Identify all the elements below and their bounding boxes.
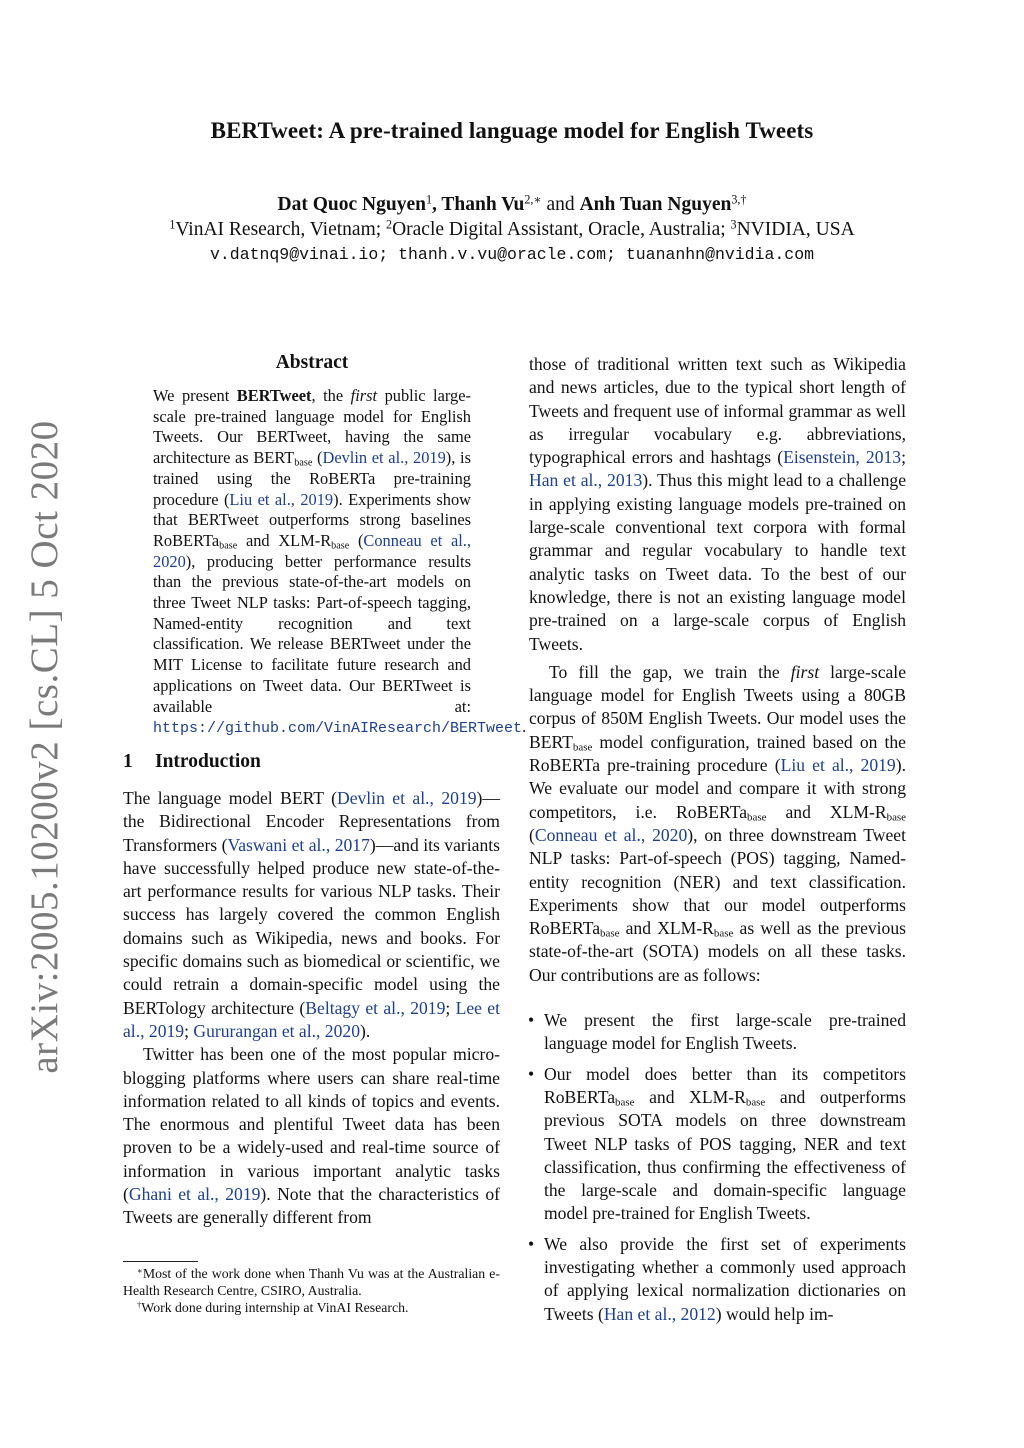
citation-link[interactable]: Gururangan et al., 2020 [193,1020,360,1041]
bullet-mark: • [528,1010,535,1031]
arxiv-identifier-stamp: arXiv:2005.10200v2 [cs.CL] 5 Oct 2020 [23,420,66,1074]
list-item-text: and XLM-R [634,1086,746,1107]
body-text: To fill the gap, we train the [549,661,791,682]
abstract-text: ( [312,448,323,468]
paragraph [123,1043,500,1229]
emphasis: first [790,661,820,682]
abstract-text: , the [311,386,351,405]
abstract-text: ), is trained using the RoBERTa pre-training procedure ( [153,448,471,509]
citation-link[interactable]: Vaswani et al., 2017 [227,834,370,855]
body-text: ), on three downstream Tweet NLP tasks: Part-of-speech (POS) tagging, Named-entity recognition (NER) and text classification. Experiments show that our model outperforms RoBERTa [529,824,906,939]
subscript: base [219,540,238,552]
list-item [529,1063,906,1226]
list-item [529,1233,906,1326]
affiliation-mark: 1 [169,217,176,232]
section-heading [123,751,261,773]
list-item-text: and outperforms previous SOTA models on three downstream Tweet NLP tasks of POS tagging, NER and text classification, thus confirming the effectiveness of the large-scale and domain-specific language model pre-trained for English Tweets. [544,1086,906,1224]
body-text: ; [901,447,906,468]
author-separator: , [432,194,442,215]
citation-link[interactable]: Lee et al., 2019 [123,997,500,1041]
paper-title: BERTweet: A pre-trained language model for English Tweets [210,118,814,143]
affiliation: VinAI Research, Vietnam; [175,219,387,240]
body-text: Twitter has been one of the most popular micro-blogging platforms where users can share real-time information related to all kinds of topics and events. The enormous and plentiful Tweet data has been proven to be a widely-used and real-time source of information in various important analytic tasks ( [123,1044,500,1205]
affiliation: NVIDIA, USA [736,219,855,240]
citation-link[interactable]: Liu et al., 2019 [780,755,896,776]
right-column-body [529,353,906,1326]
footnote-mark: † [137,1299,142,1310]
footnote-text: Work done during internship at VinAI Research. [141,1300,409,1315]
body-text: ( [529,824,535,845]
body-text: ). Note that the characteristics of Tweets are generally different from [123,1184,500,1228]
affiliation-mark: 2 [386,217,393,232]
github-url-link[interactable]: https://github.com/VinAIResearch/BERTweet [153,720,523,738]
author-name: Dat Quoc Nguyen [277,194,426,215]
subscript: base [747,811,767,824]
citation-link[interactable]: Beltagy et al., 2019 [305,997,446,1018]
footnote-text: Most of the work done when Thanh Vu was at the Australian e-Health Research Centre, CSIRO, Australia. [123,1266,500,1298]
citation-link[interactable]: Conneau et al., 2020 [153,530,472,571]
list-item-text: ) would help im- [715,1303,834,1324]
citation-link[interactable]: Eisenstein, 2013 [783,447,902,468]
paragraph [123,787,500,1043]
abstract-text: We present [153,386,237,405]
citation-link[interactable]: Ghani et al., 2019 [128,1184,261,1205]
subscript: base [600,927,620,940]
body-text: model configuration, trained based on the RoBERTa pre-training procedure ( [529,731,906,776]
footnotes [123,1265,500,1316]
abstract-text: and XLM-R [237,530,332,550]
body-text: ; [184,1020,194,1041]
author-affiliation-mark: 1 [425,192,433,207]
contribution-list [529,1009,906,1326]
footnote [123,1265,500,1299]
section-number: 1 [123,751,133,772]
list-item-text: We also provide the first set of experiments investigating whether a commonly used approach of applying lexical normalization dictionaries on Tweets ( [544,1233,906,1324]
affiliations [0,218,1024,242]
citation-link[interactable]: Han et al., 2013 [529,470,643,491]
body-text: and XLM-R [766,801,887,822]
abstract-text: public large-scale pre-trained language model for English Tweets. Our BERTweet, having the same architecture as BERT [153,386,471,468]
author-separator: and [541,194,580,215]
citation-link[interactable]: Liu et al., 2019 [229,489,334,509]
author-affiliation-mark: 3,† [731,192,747,207]
citation-link[interactable]: Han et al., 2012 [603,1303,716,1324]
author-emails: v.datnq9@vinai.io; thanh.v.vu@oracle.com; tuananhn@nvidia.com [210,245,814,264]
citation-link[interactable]: Devlin et al., 2019 [337,788,477,808]
subscript: base [713,927,734,940]
bullet-mark: • [528,1063,535,1084]
left-column-body [123,787,500,1230]
author-list [0,193,1024,217]
citation-link[interactable]: Conneau et al., 2020 [534,824,688,845]
list-item [529,1009,906,1056]
body-text: ). We evaluate our model and compare it with strong competitors, i.e. RoBERTa [529,755,906,822]
body-text: large-scale language model for English Tweets using a 80GB corpus of 850M English Tweets. Our model uses the BERT [529,661,907,752]
subscript: base [572,741,593,754]
body-text: ; [445,997,456,1018]
footnote [123,1299,500,1316]
footnote-rule [123,1261,198,1262]
paragraph [529,353,906,656]
body-text: )—the Bidirectional Encoder Representations from Transformers ( [123,788,500,855]
author-name: Anh Tuan Nguyen [579,194,732,215]
subscript: base [294,457,313,469]
author-affiliation-mark: 2,∗ [524,192,542,207]
list-item-text: Our model does better than its competitors RoBERTa [544,1063,906,1107]
abstract-body [153,386,527,740]
subscript: base [615,1096,635,1109]
body-text: those of traditional written text such as Wikipedia and news articles, due to the typical short length of Tweets and frequent use of informal grammar as well as irregular vocabulary e.g. abbreviations, typographical errors and hashtags ( [529,354,906,468]
body-text: ). Thus this might lead to a challenge in applying existing language models pre-trained on large-scale conventional text corpora with formal grammar and regular vocabulary to handle text analytic tasks on Tweet data. To the best of our knowledge, there is not an existing language model pre-trained on a large-scale corpus of English Tweets. [529,470,907,654]
emphasis: first [350,386,378,405]
body-text: as well as the previous state-of-the-art (SOTA) models on all these tasks. Our contributions are as follows: [529,918,906,985]
footnote-mark: ∗ [137,1265,143,1276]
citation-link[interactable]: Devlin et al., 2019 [322,448,446,468]
affiliation: Oracle Digital Assistant, Oracle, Australia; [392,219,731,240]
abstract-text: ( [349,530,364,550]
subscript: base [331,540,350,552]
section-title: Introduction [155,751,261,772]
model-name: BERTweet [236,386,312,405]
body-text: and XLM-R [619,918,714,939]
list-item-text: We present the first large-scale pre-trained language model for English Tweets. [544,1010,906,1054]
subscript: base [745,1096,766,1109]
author-name: Thanh Vu [441,194,525,215]
abstract-text: ). Experiments show that BERTweet outperforms strong baselines RoBERTa [153,489,471,550]
abstract-text: ), producing better performance results than the previous state-of-the-art models on three Tweet NLP tasks: Part-of-speech tagging, Named-entity recognition and text classification. We release BERTweet under the MIT License to facilitate future research and applications on Tweet data. Our BERTweet is available at: [153,551,471,716]
bullet-mark: • [528,1233,535,1254]
body-text: ). [360,1020,371,1041]
body-text: )—and its variants have successfully helped produce new state-of-the-art performance results for various NLP tasks. Their success has largely covered the common English domains such as Wikipedia, news and books. For specific domains such as biomedical or scientific, we could retrain a domain-specific model using the BERTology architecture ( [123,834,500,1018]
body-text: The language model BERT ( [123,788,337,808]
abstract-text: . [522,717,527,737]
paragraph [529,661,906,987]
affiliation-mark: 3 [730,217,737,232]
abstract-heading: Abstract [275,352,349,373]
subscript: base [886,811,906,824]
